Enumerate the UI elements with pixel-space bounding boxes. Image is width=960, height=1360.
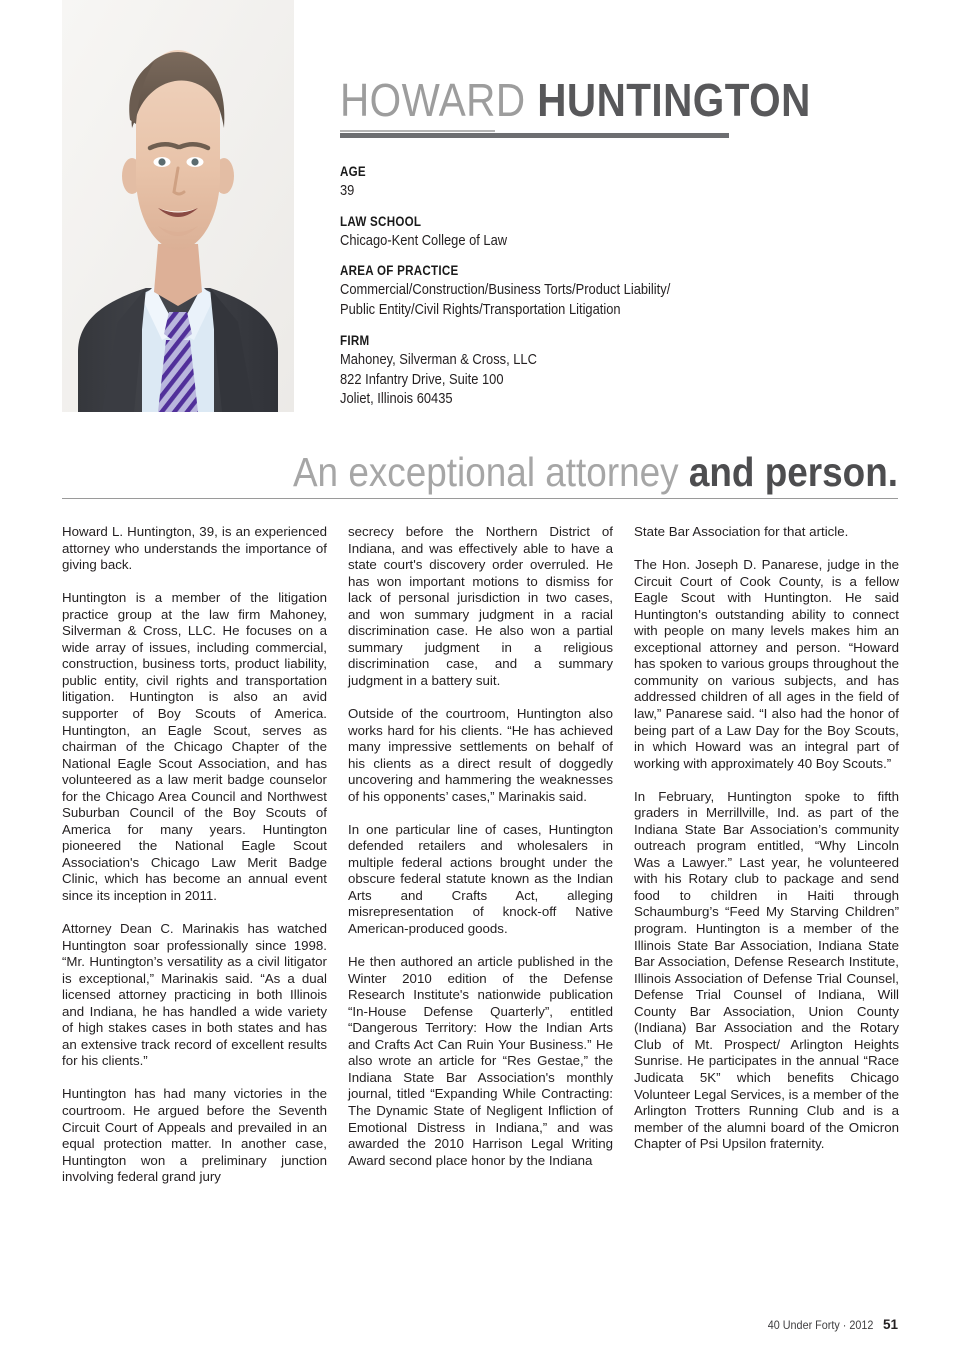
field-area-of-practice <box>340 263 900 319</box>
portrait-illustration <box>62 0 294 412</box>
paragraph: Huntington is a member of the litigation practice group at the law firm Mahoney, Silverman & Cross, LLC. He focuses on a wide array of issues, including commercial, construction, business torts, product liability, public entity, civil rights and transportation litigation. Huntington is also an avid supporter of Boy Scouts of America. Huntington, an Eagle Scout, serves as chairman of the Chicago Chapter of the National Eagle Scout Association, and has volunteered as a law merit badge counselor for the Chicago Area Council and Northwest Suburban Council of the Boy Scouts of America for many years. Huntington pioneered the National Eagle Scout Association's Chicago Law Merit Badge Clinic, which has become an annual event since its inception in 2011. <box>62 590 327 903</box>
field-law-school <box>340 214 900 251</box>
portrait-photo <box>62 0 294 412</box>
field-firm-label: FIRM <box>340 332 370 348</box>
header-rule-thin <box>340 130 495 132</box>
field-area-of-practice-label: AREA OF PRACTICE <box>340 263 459 279</box>
article-headline <box>146 449 898 495</box>
paragraph: He then authored an article published in the Winter 2010 edition of the Defense Research Institute's nationwide publication “In-House Defense Quarterly”, entitled “Dangerous Territory: How the Indian Arts and Crafts Act Can Ruin Your Business.” He also wrote an article for “Res Gestae,” the Indiana State Bar Association's monthly journal, titled “Expanding While Contracting: The Dynamic State of Negligent Infliction of Emotional Distress in Indiana,” and was awarded the 2010 Harrison Legal Writing Award second place honor by the Indiana <box>348 954 613 1168</box>
paragraph: Huntington has had many victories in the courtroom. He argued before the Seventh Circuit Court of Appeals and prevailed in an equal protection matter. In another case, Huntington won a preliminary junction involving federal grand jury <box>62 1086 327 1185</box>
profile-header-section <box>0 0 960 445</box>
paragraph: The Hon. Joseph D. Panarese, judge in the Circuit Court of Cook County, is a fellow Eagle Scout with Huntington. He said Huntington's outstanding ability to connect with people on many levels makes him an exceptional attorney and person. “Howard has spoken to various groups throughout the community on various subjects, and has addressed children of all ages in the field of law,” Panarese said. “I also had the honor of being part of a Law Day for the Boy Scouts, in which Howard was an integral part of working with approximately 40 Boy Scouts.” <box>634 557 899 771</box>
paragraph: In February, Huntington spoke to fifth graders in Merrillville, Ind. as part of the Indiana State Bar Association’s community outreach program entitled, “Why Lincoln Was a Lawyer.” Last year, he volunteered with his Rotary club to package and send food to children in Haiti through Schaumburg’s “Feed My Starving Children” program. Huntington is a member of the Illinois State Bar Association, Indiana State Bar Association, Defense Research Institute, Illinois Association of Defense Trial Counsel, Defense Trial Counsel of Indiana, Will County Bar Association, Union County (Indiana) Bar Association and the Rotary Club of Mt. Prospect/ Arlington Heights Sunrise. He participates in the annual “Race Judicata 5K” which benefits Chicago Volunteer Legal Services, is a member of the Arlington Trotters Running Club and is a member of the alumni board of the Omicron Chapter of Psi Upsilon fraternity. <box>634 788 899 1152</box>
footer-publication: 40 Under Forty · 2012 <box>767 1318 873 1332</box>
headline-rule <box>62 498 898 500</box>
page-number: 51 <box>882 1317 898 1332</box>
field-law-school-label: LAW SCHOOL <box>340 213 422 229</box>
field-age-label: AGE <box>340 164 366 180</box>
field-firm-city: Joliet, Illinois 60435 <box>340 390 453 408</box>
field-age <box>340 164 900 201</box>
profile-fields <box>340 164 900 409</box>
profile-name <box>340 74 833 126</box>
article-column-3 <box>634 524 899 1186</box>
paragraph: State Bar Association for that article. <box>634 524 849 539</box>
paragraph: Attorney Dean C. Marinakis has watched Huntington soar professionally since 1998. “Mr. Huntington’s versatility as a civil litigator is exceptional,” Marinakis said. “As a dual licensed attorney practicing in both Illinois and Indiana, he has handled a wide variety of high stakes cases in both states and has an extensive track record of excellent results for his clients.” <box>62 921 327 1069</box>
field-firm-street: 822 Infantry Drive, Suite 100 <box>340 370 504 388</box>
profile-last-name: HUNTINGTON <box>537 74 811 126</box>
field-law-school-value: Chicago-Kent College of Law <box>340 231 508 249</box>
paragraph: secrecy before the Northern District of Indiana, and was effectively able to have a state court's discovery order overruled. He has won important motions to dismiss for lack of personal jurisdiction in two cases, and won summary judgment in a racial discrimination case. He also won a partial summary judgment in a religious discrimination case, and a summary judgment in a battery suit. <box>348 524 613 688</box>
paragraph: In one particular line of cases, Huntington defended retailers and wholesalers in multiple federal actions brought under the obscure federal statute known as the Indian Arts and Crafts Act, alleging misrepresentation of knock-off Native American-produced goods. <box>348 821 613 937</box>
field-area-of-practice-value-line-1: Commercial/Construction/Business Torts/Product Liability/ <box>340 281 671 299</box>
paragraph: Outside of the courtroom, Huntington also works hard for his clients. “He has achieved many impressive settlements on behalf of his clients as a direct result of doggedly uncovering and hammering the weaknesses of his opponents’ cases,” Marinakis said. <box>348 705 613 804</box>
field-age-value: 39 <box>340 181 355 199</box>
article-headline-block <box>62 449 898 499</box>
headline-bold-part: and person. <box>688 449 898 495</box>
profile-header <box>340 74 900 409</box>
article-body <box>62 524 898 1186</box>
field-area-of-practice-value-line-2: Public Entity/Civil Rights/Transportation Litigation <box>340 301 621 319</box>
header-rule-thick <box>340 133 729 138</box>
field-firm <box>340 333 900 409</box>
article-column-2 <box>348 524 613 1186</box>
paragraph: Howard L. Huntington, 39, is an experienced attorney who understands the importance of giving back. <box>62 524 327 573</box>
article-column-1 <box>62 524 327 1186</box>
profile-first-name: HOWARD <box>340 74 526 126</box>
page-footer <box>756 1317 898 1332</box>
headline-light-part: An exceptional attorney <box>292 449 679 495</box>
field-firm-name: Mahoney, Silverman & Cross, LLC <box>340 350 537 368</box>
